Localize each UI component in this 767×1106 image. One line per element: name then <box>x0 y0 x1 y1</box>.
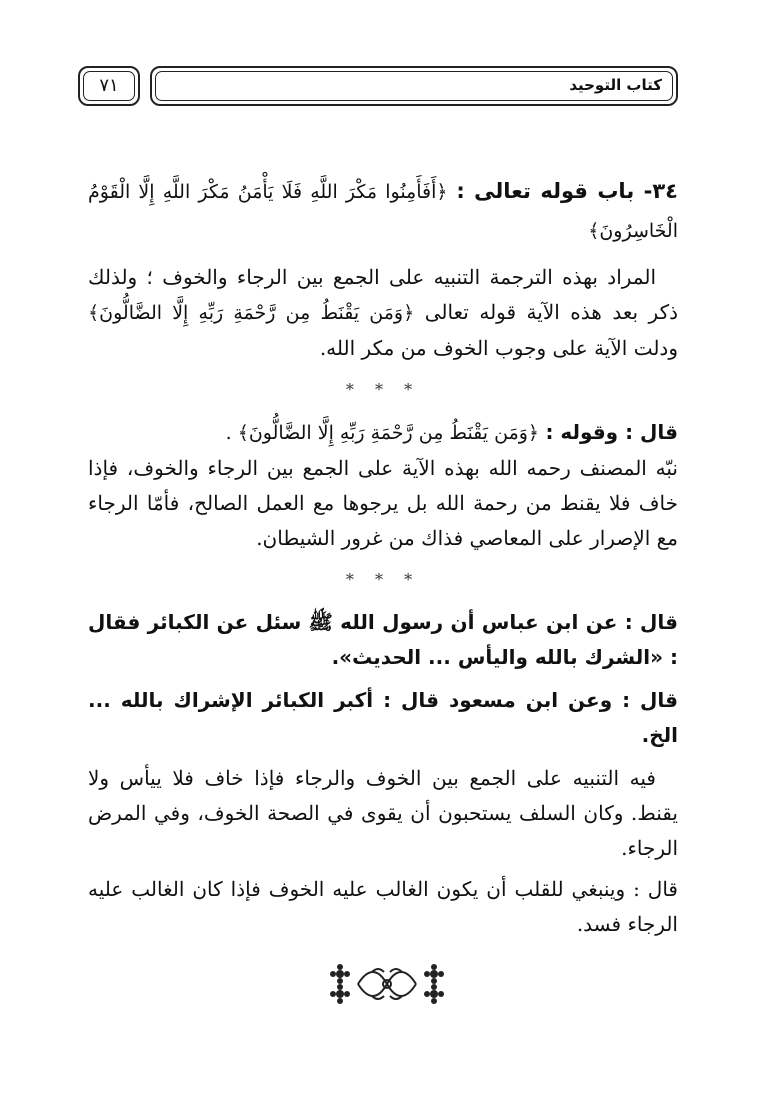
page-content <box>88 172 678 942</box>
paragraph-1-text-b: ودلت الآية على وجوب الخوف من مكر الله. <box>319 336 678 360</box>
qal-1-verse: ﴿وَمَن يَقْنَطُ مِن رَّحْمَةِ رَبِّهِ إِلَّا الضَّالُّونَ﴾ . <box>225 422 540 444</box>
chapter-title: ٣٤- باب قوله تعالى : <box>456 179 678 203</box>
header-page-frame <box>78 66 140 106</box>
chapter-verse: ﴿أَفَأَمِنُوا مَكْرَ اللَّهِ فَلَا يَأْمَنُ مَكْرَ اللَّهِ إِلَّا الْقَوْمُ الْخَاسِرُونَ﴾ <box>88 181 678 242</box>
paragraph-3: فيه التنبيه على الجمع بين الخوف والرجاء فإذا خاف فلا ييأس ولا يقنط. وكان السلف يستحبون أن يقوى في الصحة الخوف، وفي المرض الرجاء. <box>88 766 678 860</box>
qal-heading-1 <box>88 415 678 451</box>
paragraph-2: نبّه المصنف رحمه الله بهذه الآية على الجمع بين الرجاء والخوف، فإذا خاف فلا يقنط من رحمة الله بل يرجوها مع العمل الصالح، فأمّا الرجاء مع الإصرار على المعاصي فذاك من غرور الشيطان. <box>88 456 678 550</box>
book-title: كتاب التوحيد <box>569 76 662 94</box>
separator-stars: * * * <box>345 380 421 399</box>
end-ornament-icon <box>328 962 446 1006</box>
separator-stars-2: * * * <box>345 570 421 589</box>
paragraph-1 <box>88 260 678 366</box>
qal-heading-2: قال : عن ابن عباس أن رسول الله ﷺ سئل عن الكبائر فقال : «الشرك بالله واليأس ... الحديث». <box>88 610 678 669</box>
qal-heading-3: قال : وعن ابن مسعود قال : أكبر الكبائر الإشراك بالله ... الخ. <box>88 688 678 747</box>
paragraph-4: قال : وينبغي للقلب أن يكون الغالب عليه الخوف فإذا كان الغالب عليه الرجاء فسد. <box>88 877 678 936</box>
page-number: ٧١ <box>99 75 119 96</box>
paragraph-1-text-a: المراد بهذه الترجمة التنبيه على الجمع بين الرجاء والخوف ؛ ولذلك ذكر بعد هذه الآية قوله تعالى <box>88 265 679 324</box>
header-title-frame <box>150 66 678 106</box>
chapter-heading <box>88 172 678 250</box>
paragraph-1-verse: ﴿وَمَن يَقْنَطُ مِن رَّحْمَةِ رَبِّهِ إِلَّا الضَّالُّونَ﴾ <box>88 302 415 324</box>
qal-1-label: قال : وقوله : <box>545 420 678 444</box>
page-header <box>78 66 678 108</box>
